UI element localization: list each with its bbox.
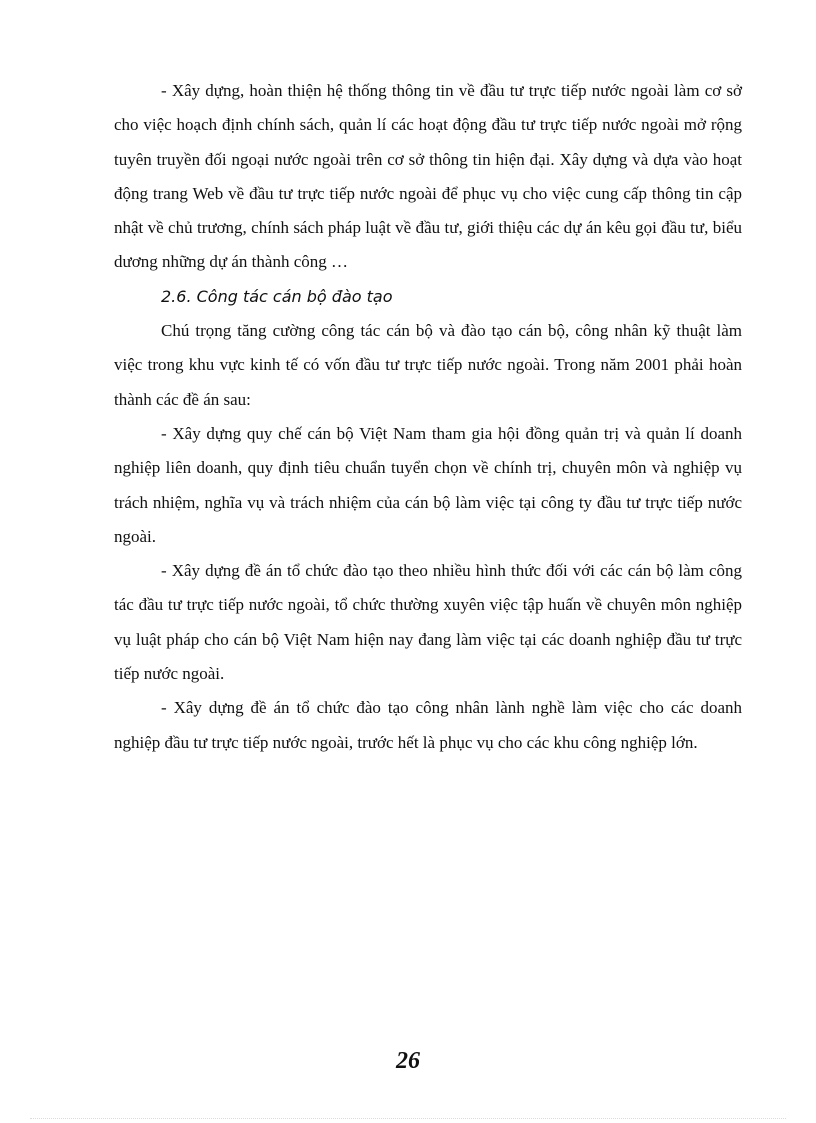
paragraph-training-intro: Chú trọng tăng cường công tác cán bộ và đào tạo cán bộ, công nhân kỹ thuật làm việc trong khu vực kinh tế có vốn đầu tư trực tiếp nước ngoài. Trong năm 2001 phải hoàn thành các đề án sau: [114, 321, 742, 409]
paragraph-training-forms: - Xây dựng đề án tổ chức đào tạo theo nhiều hình thức đối với các cán bộ làm công tác đầu tư trực tiếp nước ngoài, tổ chức thường xuyên việc tập huấn về chuyên môn nghiệp vụ luật pháp cho cán bộ Việt Nam hiện nay đang làm việc tại các doanh nghiệp đầu tư trực tiếp nước ngoài. [114, 561, 742, 684]
document-body [114, 74, 742, 760]
page-bottom-divider [30, 1118, 786, 1119]
section-heading: 2.6. Công tác cán bộ đào tạo [161, 286, 393, 306]
paragraph-information-system: - Xây dựng, hoàn thiện hệ thống thông tin về đầu tư trực tiếp nước ngoài làm cơ sở cho việc hoạch định chính sách, quản lí các hoạt động đầu tư trực tiếp nước ngoài mở rộng tuyên truyền đối ngoại nước ngoài trên cơ sở thông tin hiện đại. Xây dựng và dựa vào hoạt động trang Web về đầu tư trực tiếp nước ngoài để phục vụ cho việc cung cấp thông tin cập nhật về chủ trương, chính sách pháp luật về đầu tư, giới thiệu các dự án kêu gọi đầu tư, biểu dương những dự án thành công … [114, 81, 742, 272]
paragraph-skilled-workers: - Xây dựng đề án tổ chức đào tạo công nhân lành nghề làm việc cho các doanh nghiệp đầu tư trực tiếp nước ngoài, trước hết là phục vụ cho các khu công nghiệp lớn. [114, 698, 742, 752]
paragraph-regulation: - Xây dựng quy chế cán bộ Việt Nam tham gia hội đồng quản trị và quản lí doanh nghiệp liên doanh, quy định tiêu chuẩn tuyển chọn về chính trị, chuyên môn và nghiệp vụ trách nhiệm, nghĩa vụ và trách nhiệm của cán bộ làm việc tại công ty đầu tư trực tiếp nước ngoài. [114, 423, 742, 546]
page-number: 26 [396, 1048, 420, 1074]
